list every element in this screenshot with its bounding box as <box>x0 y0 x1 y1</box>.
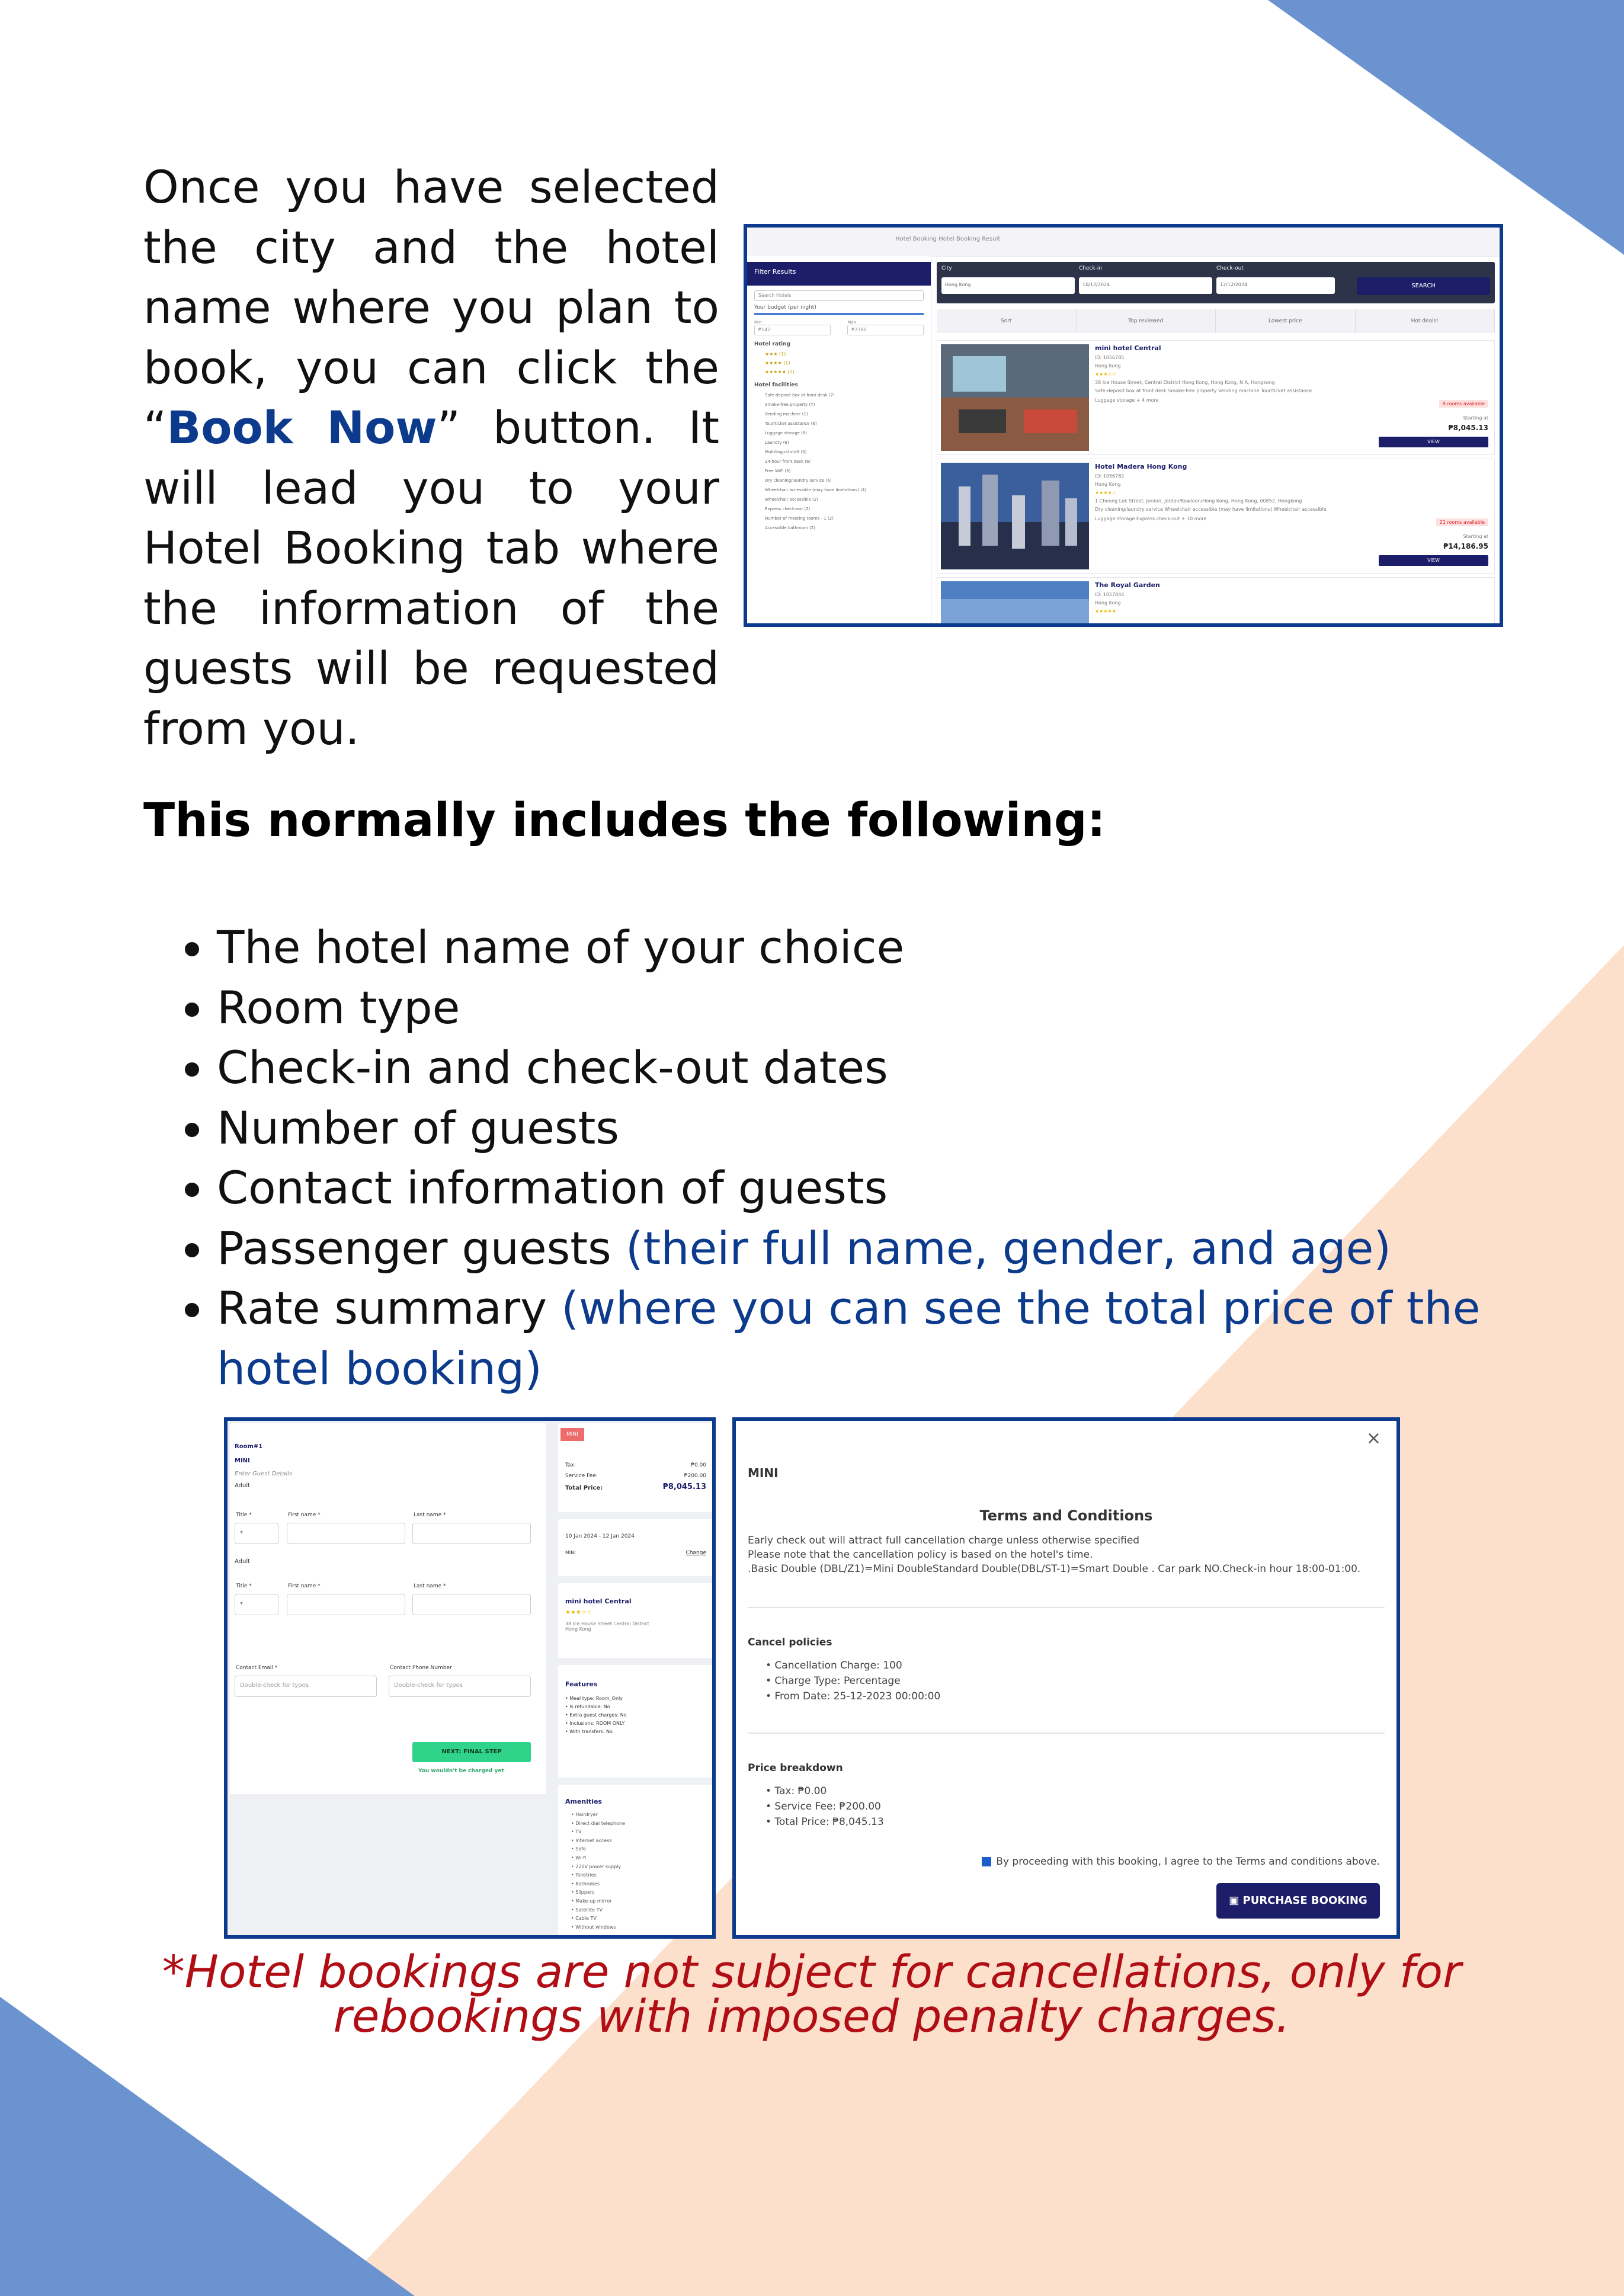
amenity-item: • Toiletries <box>571 1872 597 1878</box>
last-name-input[interactable] <box>412 1594 531 1615</box>
facility-option: Laundry (6) <box>765 440 789 445</box>
budget-label: Your budget (per night) <box>754 305 816 310</box>
room-type: MINI <box>235 1458 250 1464</box>
hotel-name[interactable]: Hotel Madera Hong Kong <box>1095 463 1187 470</box>
hotel-rating-label: Hotel rating <box>754 341 791 347</box>
rating-option: ★★★ (1) <box>765 351 786 357</box>
terms-line-1: Early check out will attract full cancellation charge unless otherwise specified <box>748 1535 1140 1546</box>
tax-label: Tax: <box>565 1462 576 1468</box>
terms-line-3: .Basic Double (DBL/Z1)=Mini DoubleStandard Double(DBL/ST-1)=Smart Double . Car park NO.Check-in hour 18:00-01:00. <box>748 1563 1361 1575</box>
facility-option: Vending machine (1) <box>765 412 808 417</box>
hotel-amenities: Safe-deposit box at front desk Smoke-free property Vending machine Tour/ticket assistance <box>1095 388 1312 393</box>
next-final-step-button[interactable]: NEXT: FINAL STEP <box>412 1742 531 1762</box>
amenity-item: • 220V power supply <box>571 1863 622 1869</box>
cancellation-note: *Hotel bookings are not subject for cancellations, only for rebookings with imposed penalty charges. <box>162 1945 1462 2042</box>
cancel-policy-item: • Cancellation Charge: 100 <box>765 1660 902 1671</box>
hotel-price: ₱8,045.13 <box>1448 424 1488 432</box>
list-item <box>217 1218 1520 1279</box>
cancel-policies-list <box>765 1658 940 1704</box>
list-item <box>217 1158 1520 1218</box>
rating-list <box>747 350 931 376</box>
view-button[interactable]: VIEW <box>1379 555 1488 566</box>
sort-label: Sort <box>937 309 1077 333</box>
facility-option: Free WiFi (6) <box>765 469 791 473</box>
max-label: Max <box>847 320 856 325</box>
facility-option: Smoke-free property (7) <box>765 402 815 407</box>
list-item <box>217 1278 1520 1398</box>
filter-sidebar <box>747 256 931 623</box>
facility-option: Accessible bathroom (2) <box>765 526 815 530</box>
checkout-input[interactable]: 12/12/2024 <box>1216 277 1335 294</box>
facility-option: Number of meeting rooms - 1 (2) <box>765 516 834 521</box>
facility-option: 24-hour front desk (6) <box>765 459 811 464</box>
features-list <box>565 1695 627 1736</box>
view-button[interactable]: VIEW <box>1379 437 1488 447</box>
rating-option: ★★★★★ (2) <box>765 369 795 374</box>
facility-option: Multilingual staff (6) <box>765 450 807 454</box>
item-text: Room type <box>217 981 460 1034</box>
search-hotels-input[interactable]: Search Hotels <box>754 290 924 301</box>
first-name-label: First name * <box>288 1512 321 1518</box>
search-button[interactable]: SEARCH <box>1357 277 1490 295</box>
list-item <box>217 917 1520 978</box>
stay-dates-panel <box>558 1519 713 1576</box>
hotel-photo <box>941 463 1089 569</box>
hotel-stars: ★★★★☆ <box>1095 490 1116 495</box>
hotel-price: ₱14,186.95 <box>1443 542 1488 550</box>
contact-phone-input[interactable]: Double-check for typos <box>389 1676 531 1697</box>
availability-badge: 21 rooms available <box>1436 518 1488 526</box>
hotel-id: ID: 1056785 <box>1095 355 1125 360</box>
amenity-item: • Direct dial telephone <box>571 1820 625 1826</box>
requirements-list <box>178 917 1520 1398</box>
checkin-input[interactable]: 10/12/2024 <box>1079 277 1212 294</box>
rating-option: ★★★★ (1) <box>765 360 790 366</box>
amenities-panel <box>558 1785 713 1939</box>
max-input[interactable]: ₱7780 <box>847 325 924 335</box>
price-breakdown-list <box>765 1783 884 1830</box>
book-now-highlight: Book Now <box>166 401 437 454</box>
hotel-city: Hong Kong <box>1095 600 1121 606</box>
price-breakdown-item: • Tax: ₱0.00 <box>765 1785 827 1797</box>
sort-bar <box>937 309 1495 333</box>
amenity-item: • Safe <box>571 1846 586 1852</box>
sort-top-reviewed[interactable]: Top reviewed <box>1077 309 1216 333</box>
feature-item: • Is refundable: No <box>565 1704 610 1709</box>
agree-row[interactable] <box>982 1856 1380 1868</box>
hotel-stars: ★★★☆☆ <box>565 1609 592 1616</box>
starting-label: Starting at <box>1463 415 1488 421</box>
hotel-address: 1 Cheong Lok Street, Jordan, Jordan/Kowloon/Hong Kong, Hong Kong, 00852, Hongkong <box>1095 498 1302 504</box>
guest-details-screenshot <box>224 1417 716 1939</box>
purchase-booking-button[interactable]: ▣ PURCHASE BOOKING <box>1216 1883 1380 1919</box>
terms-modal-screenshot <box>732 1417 1400 1939</box>
amenity-item: • TV <box>571 1829 582 1835</box>
feature-item: • Extra guest charges: No <box>565 1712 627 1718</box>
terms-line-2: Please note that the cancellation policy is based on the hotel's time. <box>748 1549 1093 1561</box>
item-text: Passenger guests <box>217 1221 626 1275</box>
adult-label: Adult <box>235 1558 251 1565</box>
item-text: Number of guests <box>217 1101 620 1154</box>
service-fee-label: Service Fee: <box>565 1473 598 1479</box>
hotel-city: Hong Kong <box>1095 482 1121 487</box>
filter-header: Filter Results <box>747 262 931 286</box>
checkin-label: Check-in <box>1079 265 1103 271</box>
divider <box>748 1733 1385 1734</box>
list-item <box>217 978 1520 1038</box>
item-text: Contact information of guests <box>217 1161 888 1214</box>
breadcrumb: Hotel Booking Hotel Booking Result <box>895 236 1001 242</box>
feature-item: • With transfers: No <box>565 1729 613 1734</box>
facility-option: Wheelchair accessible (2) <box>765 497 818 502</box>
purchase-booking-label: PURCHASE BOOKING <box>1242 1894 1367 1907</box>
total-price-label: Total Price: <box>565 1485 603 1491</box>
city-select[interactable]: Hong Kong <box>941 277 1075 294</box>
hotel-extra: Luggage storage + 4 more <box>1095 398 1159 403</box>
price-breakdown-item: • Total Price: ₱8,045.13 <box>765 1816 884 1828</box>
contact-phone-label: Contact Phone Number <box>390 1665 452 1671</box>
item-text: Rate summary <box>217 1282 562 1334</box>
hotel-city: Hong Kong <box>1095 363 1121 369</box>
price-breakdown-title: Price breakdown <box>748 1762 843 1774</box>
contact-email-input[interactable]: Double-check for typos <box>235 1676 377 1697</box>
hotel-card[interactable] <box>937 459 1495 574</box>
hotel-stars: ★★★☆☆ <box>1095 372 1116 377</box>
first-name-label: First name * <box>288 1583 321 1589</box>
facility-option: Safe-deposit box at front desk (7) <box>765 393 835 398</box>
hotel-name[interactable]: mini hotel Central <box>1095 344 1161 352</box>
price-breakdown-item: • Service Fee: ₱200.00 <box>765 1801 881 1813</box>
sort-lowest-price[interactable]: Lowest price <box>1216 309 1356 333</box>
facility-option: Tour/ticket assistance (6) <box>765 421 817 426</box>
hotel-name: mini hotel Central <box>565 1597 632 1605</box>
facility-option: Luggage storage (6) <box>765 431 808 435</box>
facility-option: Dry cleaning/laundry service (6) <box>765 478 832 483</box>
feature-item: • Meal type: Room_Only <box>565 1696 623 1701</box>
intro-text-before: Once you have selected the city and the hotel name where you plan to book, you can click the “ <box>143 161 719 454</box>
stay-dates: 10 Jan 2024 - 12 Jan 2024 <box>565 1533 635 1539</box>
amenity-item: • Internet access <box>571 1837 612 1843</box>
cancel-policies-title: Cancel policies <box>748 1637 832 1648</box>
last-name-label: Last name * <box>414 1512 446 1518</box>
hotel-card[interactable] <box>937 577 1495 627</box>
checkout-label: Check-out <box>1216 265 1244 271</box>
price-summary-panel <box>558 1423 713 1512</box>
stay-room: MINI <box>565 1550 576 1555</box>
intro-paragraph <box>143 157 719 758</box>
hotel-photo <box>941 581 1089 627</box>
amenity-item: • Cable TV <box>571 1916 597 1922</box>
amenities-list <box>571 1811 625 1932</box>
results-topbar <box>747 228 1500 257</box>
list-item <box>217 1037 1520 1098</box>
service-fee-value: ₱200.00 <box>684 1473 706 1479</box>
feature-item: • Inclusions: ROOM ONLY <box>565 1721 625 1726</box>
hotel-id: ID: 1057844 <box>1095 592 1125 597</box>
amenity-item: • Bathrobes <box>571 1881 600 1887</box>
title-label: Title * <box>236 1512 252 1518</box>
features-title: Features <box>565 1680 598 1688</box>
facility-option: Express check-out (2) <box>765 507 811 511</box>
amenity-item: • Without windows <box>571 1924 616 1930</box>
facility-option: Wheelchair accessible (may have limitations) (4) <box>765 488 867 492</box>
hotel-stars: ★★★★★ <box>1095 609 1116 614</box>
city-label: City <box>941 265 952 271</box>
next-step-panel <box>230 1729 546 1794</box>
min-input[interactable]: ₱142 <box>754 325 831 335</box>
facility-list <box>747 390 931 533</box>
list-heading: This normally includes the following: <box>143 794 1106 847</box>
divider <box>748 1607 1385 1608</box>
amenity-item: • Slippers <box>571 1890 595 1895</box>
hotel-facilities-label: Hotel facilities <box>754 382 798 388</box>
availability-badge: 8 rooms available <box>1439 400 1488 408</box>
cancel-policy-item: • From Date: 25-12-2023 00:00:00 <box>765 1690 941 1702</box>
hotel-address: 38 Ice House Street, Central District Hong Kong, Hong Kong, N A, Hongkong <box>1095 380 1275 385</box>
first-name-input[interactable] <box>287 1523 405 1544</box>
item-text: Check-in and check-out dates <box>217 1041 888 1094</box>
search-bar <box>937 262 1495 303</box>
item-text: The hotel name of your choice <box>217 921 905 974</box>
title-select[interactable]: ▾ <box>235 1523 278 1544</box>
first-name-input[interactable] <box>287 1594 405 1615</box>
hotel-card[interactable] <box>937 340 1495 455</box>
amenity-item: • Satellite TV <box>571 1907 603 1913</box>
hotel-results-screenshot <box>744 224 1503 627</box>
title-select[interactable]: ▾ <box>235 1594 278 1615</box>
features-panel <box>558 1665 713 1778</box>
agree-text: By proceeding with this booking, I agree to the Terms and conditions above. <box>996 1856 1380 1868</box>
modal-title: Terms and Conditions <box>979 1507 1153 1524</box>
intro-text-after: ” button. It will lead you to your Hotel Booking tab where the information of the guests will be requested from you. <box>143 401 719 755</box>
close-icon[interactable]: × <box>1366 1428 1381 1449</box>
list-item <box>217 1098 1520 1158</box>
amenities-title: Amenities <box>565 1798 603 1805</box>
item-note: (where you can see the total price of the hotel booking) <box>217 1282 1481 1395</box>
modal-room-type: MINI <box>748 1466 779 1480</box>
min-label: Min <box>754 320 762 325</box>
hotel-extra: Luggage storage Express check-out + 10 more <box>1095 516 1207 521</box>
amenity-item: • Wi-fi <box>571 1855 587 1861</box>
hotel-amenities: Dry cleaning/laundry service Wheelchair accessible (may have limitations) Wheelchair accessible <box>1095 507 1327 512</box>
sort-hot-deals[interactable]: Hot deals! <box>1356 309 1495 333</box>
hotel-address: 38 Ice House Street Central District Hong Kong <box>565 1621 649 1632</box>
room-badge: MINI <box>560 1428 584 1441</box>
item-note: (their full name, gender, and age) <box>625 1221 1391 1275</box>
not-charged-note: You wouldn't be charged yet <box>418 1768 504 1774</box>
cancel-policy-item: • Charge Type: Percentage <box>765 1675 901 1687</box>
hotel-photo <box>941 344 1089 451</box>
adult-label: Adult <box>235 1482 251 1489</box>
amenity-item: • Hairdryer <box>571 1812 598 1817</box>
hotel-id: ID: 1056782 <box>1095 473 1125 479</box>
amenity-item: • Make-up mirror <box>571 1898 612 1904</box>
room-number: Room#1 <box>235 1443 263 1450</box>
last-name-input[interactable] <box>412 1523 531 1544</box>
hotel-name[interactable]: The Royal Garden <box>1095 581 1160 589</box>
hotel-summary-panel <box>558 1583 713 1658</box>
checkbox-icon[interactable] <box>982 1857 991 1866</box>
enter-details-label: Enter Guest Details <box>235 1471 293 1477</box>
tax-value: ₱0.00 <box>691 1462 706 1468</box>
blue-triangle-top-right <box>1268 0 1624 255</box>
last-name-label: Last name * <box>414 1583 446 1589</box>
total-price-value: ₱8,045.13 <box>662 1482 706 1491</box>
contact-panel <box>230 1648 546 1708</box>
title-label: Title * <box>236 1583 252 1589</box>
contact-email-label: Contact Email * <box>236 1665 278 1671</box>
change-link[interactable]: Change <box>686 1550 706 1556</box>
starting-label: Starting at <box>1463 534 1488 539</box>
